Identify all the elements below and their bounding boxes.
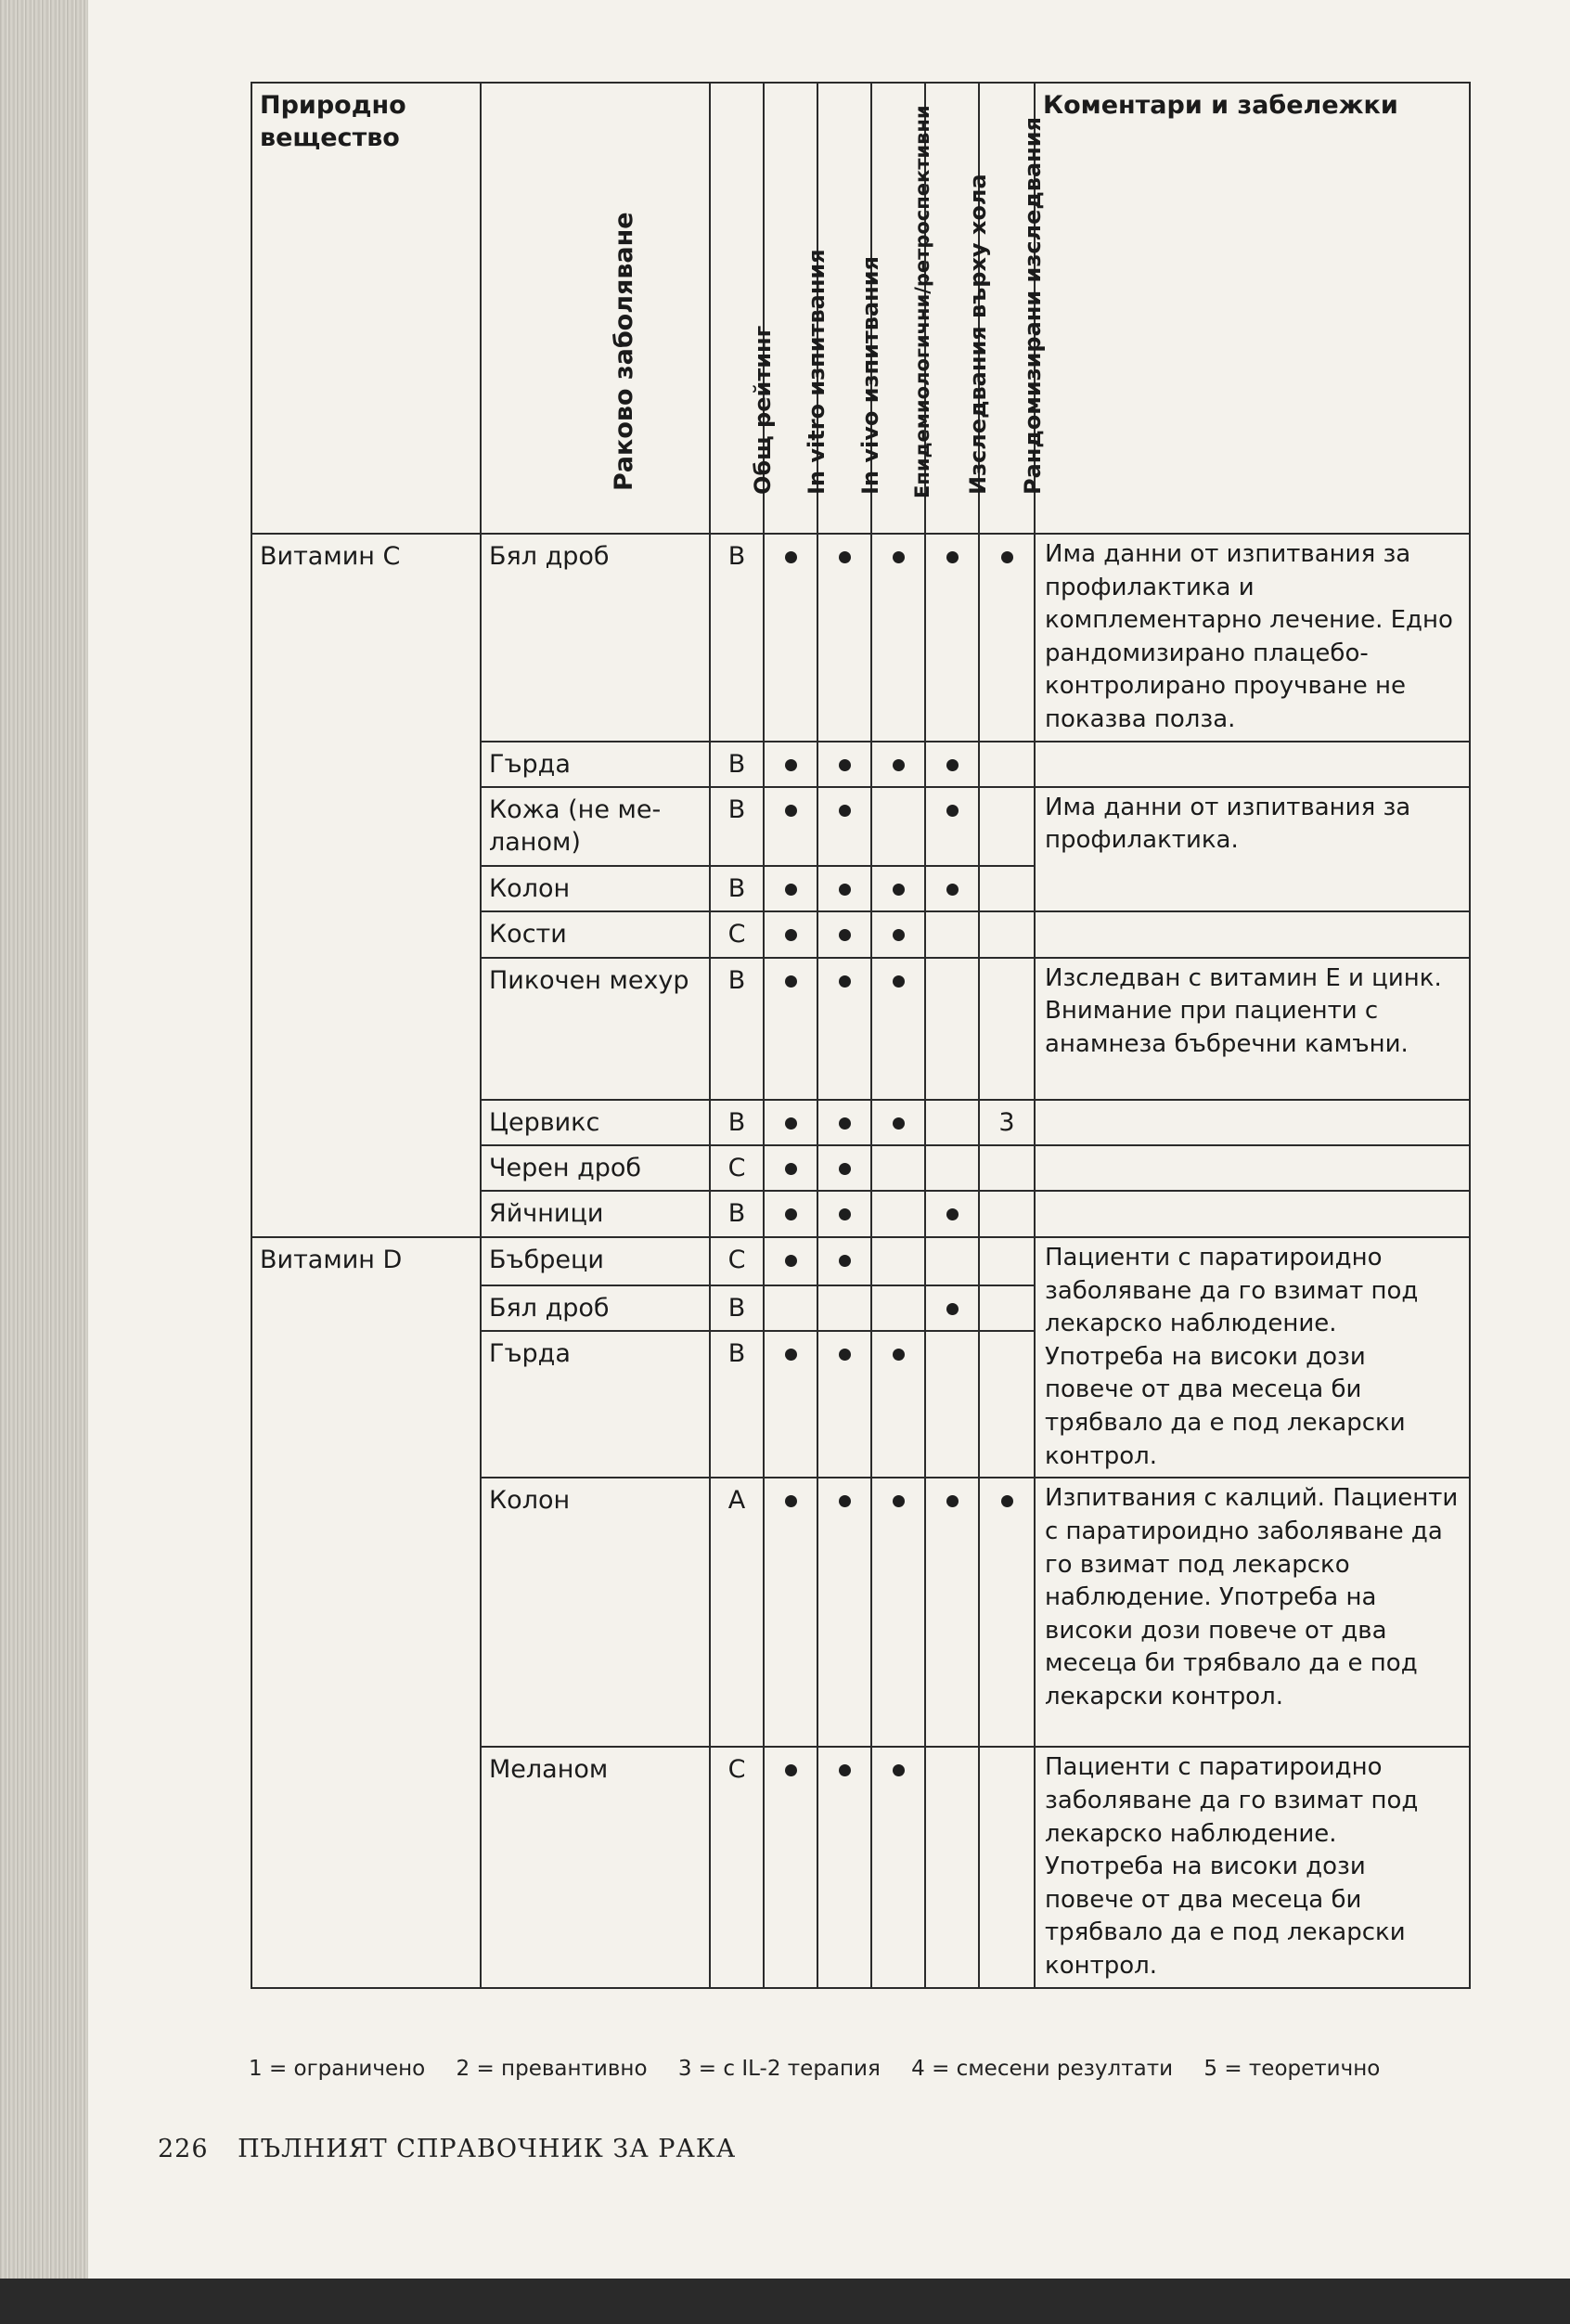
cell-random <box>979 1145 1035 1191</box>
cell-human <box>925 911 979 958</box>
cell-in-vivo <box>817 911 871 958</box>
header-substance: Природно вещество <box>251 83 481 534</box>
book-spine-edge <box>0 0 88 2324</box>
header-in-vivo: In vivo изпитвания <box>857 255 883 495</box>
cell-epidem <box>871 958 925 1100</box>
dot-marker <box>839 1117 851 1130</box>
cell-in-vivo <box>817 742 871 787</box>
table-row <box>251 534 1470 742</box>
rating: B <box>710 866 764 911</box>
dot-marker <box>839 1163 851 1175</box>
dot-marker <box>785 805 797 817</box>
cancer-type: Кости <box>481 911 710 958</box>
dot-marker <box>946 551 959 563</box>
cell-in-vitro <box>764 742 817 787</box>
cancer-type: Гърда <box>481 1331 710 1478</box>
cancer-type: Кожа (не ме-ланом) <box>481 787 710 866</box>
cancer-type: Колон <box>481 1478 710 1747</box>
rating: C <box>710 1145 764 1191</box>
legend <box>249 2057 1404 2081</box>
cell-in-vivo <box>817 787 871 866</box>
comment: Изпитвания с калций. Пациенти с паратироидно заболяване да го взимат под лекарско наблюдение. Употреба на високи дози повече от два месеца би трябвало да е под лекарски контрол. <box>1035 1478 1470 1747</box>
cell-in-vitro <box>764 911 817 958</box>
header-comments: Коментари и забележки <box>1035 83 1470 534</box>
cell-epidem <box>871 1747 925 1987</box>
dot-marker <box>893 1764 905 1776</box>
dot-marker <box>839 1255 851 1267</box>
dot-marker <box>893 1349 905 1361</box>
cell-in-vitro <box>764 1331 817 1478</box>
cell-human <box>925 1100 979 1145</box>
cell-random <box>979 1331 1035 1478</box>
rating: C <box>710 911 764 958</box>
cell-in-vivo <box>817 1191 871 1237</box>
legend-item: 1 = ограничено <box>249 2057 426 2081</box>
dot-marker <box>839 759 851 771</box>
cell-human <box>925 1191 979 1237</box>
dot-marker <box>785 1495 797 1507</box>
legend-item: 2 = превантивно <box>456 2057 648 2081</box>
dot-marker <box>785 551 797 563</box>
cell-random <box>979 958 1035 1100</box>
cell-human <box>925 787 979 866</box>
cell-in-vivo <box>817 1478 871 1747</box>
dot-marker <box>946 1303 959 1315</box>
dot-marker <box>785 884 797 896</box>
header-epidem-cell <box>871 83 933 534</box>
cell-in-vitro <box>764 787 817 866</box>
cell-human <box>925 1285 979 1331</box>
book-title: ПЪЛНИЯТ СПРАВОЧНИК ЗА РАКА <box>238 2135 737 2163</box>
scan-bottom-shadow <box>0 2279 1570 2324</box>
cell-in-vitro <box>764 1191 817 1237</box>
cell-random: 3 <box>979 1100 1035 1145</box>
legend-item: 4 = смесени резултати <box>911 2057 1174 2081</box>
cell-in-vitro <box>764 1237 817 1285</box>
dot-marker <box>839 805 851 817</box>
cell-random <box>979 1747 1035 1987</box>
cell-in-vitro <box>764 1100 817 1145</box>
cell-epidem <box>871 742 925 787</box>
comment-empty <box>1035 1145 1470 1191</box>
cell-human <box>925 1145 979 1191</box>
dot-marker <box>946 1495 959 1507</box>
header-cancer: Раково заболяване <box>609 212 638 491</box>
header-rating: Общ рейтинг <box>750 325 776 495</box>
comment-empty <box>1035 742 1470 787</box>
header-in-vivo-cell <box>817 83 883 534</box>
legend-item: 5 = теоретично <box>1203 2057 1381 2081</box>
dot-marker <box>785 1764 797 1776</box>
dot-marker <box>893 975 905 988</box>
cell-epidem <box>871 1191 925 1237</box>
natural-substances-table <box>251 82 1471 1989</box>
cell-epidem <box>871 866 925 911</box>
cell-human <box>925 866 979 911</box>
rating: B <box>710 1331 764 1478</box>
dot-marker <box>839 884 851 896</box>
cell-random <box>979 911 1035 958</box>
legend-item: 3 = с IL-2 терапия <box>677 2057 881 2081</box>
dot-marker <box>1001 1495 1013 1507</box>
cell-in-vitro <box>764 1285 817 1331</box>
rating: B <box>710 1285 764 1331</box>
table-header-row <box>251 83 1470 534</box>
rating: C <box>710 1237 764 1285</box>
cell-human <box>925 742 979 787</box>
cell-in-vivo <box>817 534 871 742</box>
header-epidem: Епидемиологични/ретроспективни <box>911 105 933 498</box>
cancer-type: Гърда <box>481 742 710 787</box>
comment-empty <box>1035 1100 1470 1145</box>
comment-empty <box>1035 1191 1470 1237</box>
dot-marker <box>946 1208 959 1220</box>
cell-in-vivo <box>817 1100 871 1145</box>
cell-in-vitro <box>764 1145 817 1191</box>
comment: Има данни от изпитвания за профилактика и комплементарно лечение. Едно рандомизирано плацебо-контролирано проучване не показва полза. <box>1035 534 1470 742</box>
rating: B <box>710 787 764 866</box>
cell-in-vitro <box>764 1478 817 1747</box>
dot-marker <box>785 1349 797 1361</box>
dot-marker <box>839 1349 851 1361</box>
cell-random <box>979 1191 1035 1237</box>
dot-marker <box>839 929 851 941</box>
dot-marker <box>893 1495 905 1507</box>
cell-human <box>925 1747 979 1987</box>
header-in-vitro-cell <box>764 83 830 534</box>
header-in-vitro: In vitro изпитвания <box>804 249 830 495</box>
dot-marker <box>839 975 851 988</box>
dot-marker <box>893 884 905 896</box>
comment: Пациенти с паратироидно заболяване да го взимат под лекарско наблюдение. Употреба на високи дози повече от два месеца би трябвало да е под лекарски контрол. <box>1035 1747 1470 1987</box>
cancer-type: Черен дроб <box>481 1145 710 1191</box>
cell-epidem <box>871 1478 925 1747</box>
dot-marker <box>785 1117 797 1130</box>
rating: B <box>710 534 764 742</box>
cancer-type: Пикочен мехур <box>481 958 710 1100</box>
comment-empty <box>1035 911 1470 958</box>
cell-in-vivo <box>817 1747 871 1987</box>
cancer-type: Яйчници <box>481 1191 710 1237</box>
cell-random <box>979 1478 1035 1747</box>
cell-epidem <box>871 911 925 958</box>
dot-marker <box>785 929 797 941</box>
group-vitamin-d: Витамин D <box>251 1237 481 1988</box>
cell-in-vivo <box>817 1145 871 1191</box>
dot-marker <box>785 975 797 988</box>
dot-marker <box>946 759 959 771</box>
table-row <box>251 1237 1470 1285</box>
dot-marker <box>839 1764 851 1776</box>
cell-in-vitro <box>764 958 817 1100</box>
cell-in-vivo <box>817 866 871 911</box>
header-rating-cell <box>710 83 776 534</box>
rating: C <box>710 1747 764 1987</box>
rating: B <box>710 1100 764 1145</box>
cell-in-vivo <box>817 958 871 1100</box>
cell-in-vitro <box>764 866 817 911</box>
cell-in-vitro <box>764 1747 817 1987</box>
rating: B <box>710 958 764 1100</box>
dot-marker <box>839 1208 851 1220</box>
dot-marker <box>785 1163 797 1175</box>
cell-human <box>925 1331 979 1478</box>
cancer-type: Цервикс <box>481 1100 710 1145</box>
cell-random <box>979 742 1035 787</box>
header-random-cell <box>979 83 1046 534</box>
cell-random <box>979 534 1035 742</box>
cancer-type: Бял дроб <box>481 1285 710 1331</box>
cancer-type: Колон <box>481 866 710 911</box>
comment: Пациенти с паратироидно заболяване да го взимат под лекарско наблюдение. Употреба на високи дози повече от два месеца би трябвало да е под лекарски контрол. <box>1035 1237 1470 1478</box>
dot-marker <box>839 1495 851 1507</box>
cell-human <box>925 958 979 1100</box>
comment: Има данни от изпитвания за профилактика. <box>1035 787 1470 911</box>
dot-marker <box>893 759 905 771</box>
page-footer <box>158 2135 736 2163</box>
cell-in-vivo <box>817 1331 871 1478</box>
rating: A <box>710 1478 764 1747</box>
dot-marker <box>893 551 905 563</box>
cell-random <box>979 1285 1035 1331</box>
header-human-cell <box>925 83 991 534</box>
header-cancer-cell <box>481 83 710 534</box>
dot-marker <box>1001 551 1013 563</box>
page-number: 226 <box>158 2135 209 2163</box>
cell-epidem <box>871 1145 925 1191</box>
cell-human <box>925 1478 979 1747</box>
comment: Изследван с витамин Е и цинк. Внимание при пациенти с анамнеза бъбречни камъни. <box>1035 958 1470 1100</box>
header-random: Рандомизирани изследвания <box>1020 116 1046 495</box>
header-human: Изследвания върху хола <box>965 174 991 495</box>
dot-marker <box>893 1117 905 1130</box>
cell-human <box>925 1237 979 1285</box>
dot-marker <box>893 929 905 941</box>
cell-epidem <box>871 534 925 742</box>
cell-random <box>979 787 1035 866</box>
dot-marker <box>839 551 851 563</box>
rating: B <box>710 742 764 787</box>
cell-epidem <box>871 1331 925 1478</box>
dot-marker <box>785 759 797 771</box>
cell-in-vivo <box>817 1237 871 1285</box>
cancer-type: Меланом <box>481 1747 710 1987</box>
dot-marker <box>785 1208 797 1220</box>
dot-marker <box>785 1255 797 1267</box>
group-vitamin-c: Витамин C <box>251 534 481 1237</box>
cancer-type: Бял дроб <box>481 534 710 742</box>
rating: B <box>710 1191 764 1237</box>
cell-epidem <box>871 1100 925 1145</box>
cell-random <box>979 1237 1035 1285</box>
cell-epidem <box>871 1237 925 1285</box>
cell-epidem <box>871 787 925 866</box>
cancer-type: Бъбреци <box>481 1237 710 1285</box>
cell-in-vivo <box>817 1285 871 1331</box>
cell-human <box>925 534 979 742</box>
dot-marker <box>946 805 959 817</box>
cell-epidem <box>871 1285 925 1331</box>
dot-marker <box>946 884 959 896</box>
cell-random <box>979 866 1035 911</box>
cell-in-vitro <box>764 534 817 742</box>
